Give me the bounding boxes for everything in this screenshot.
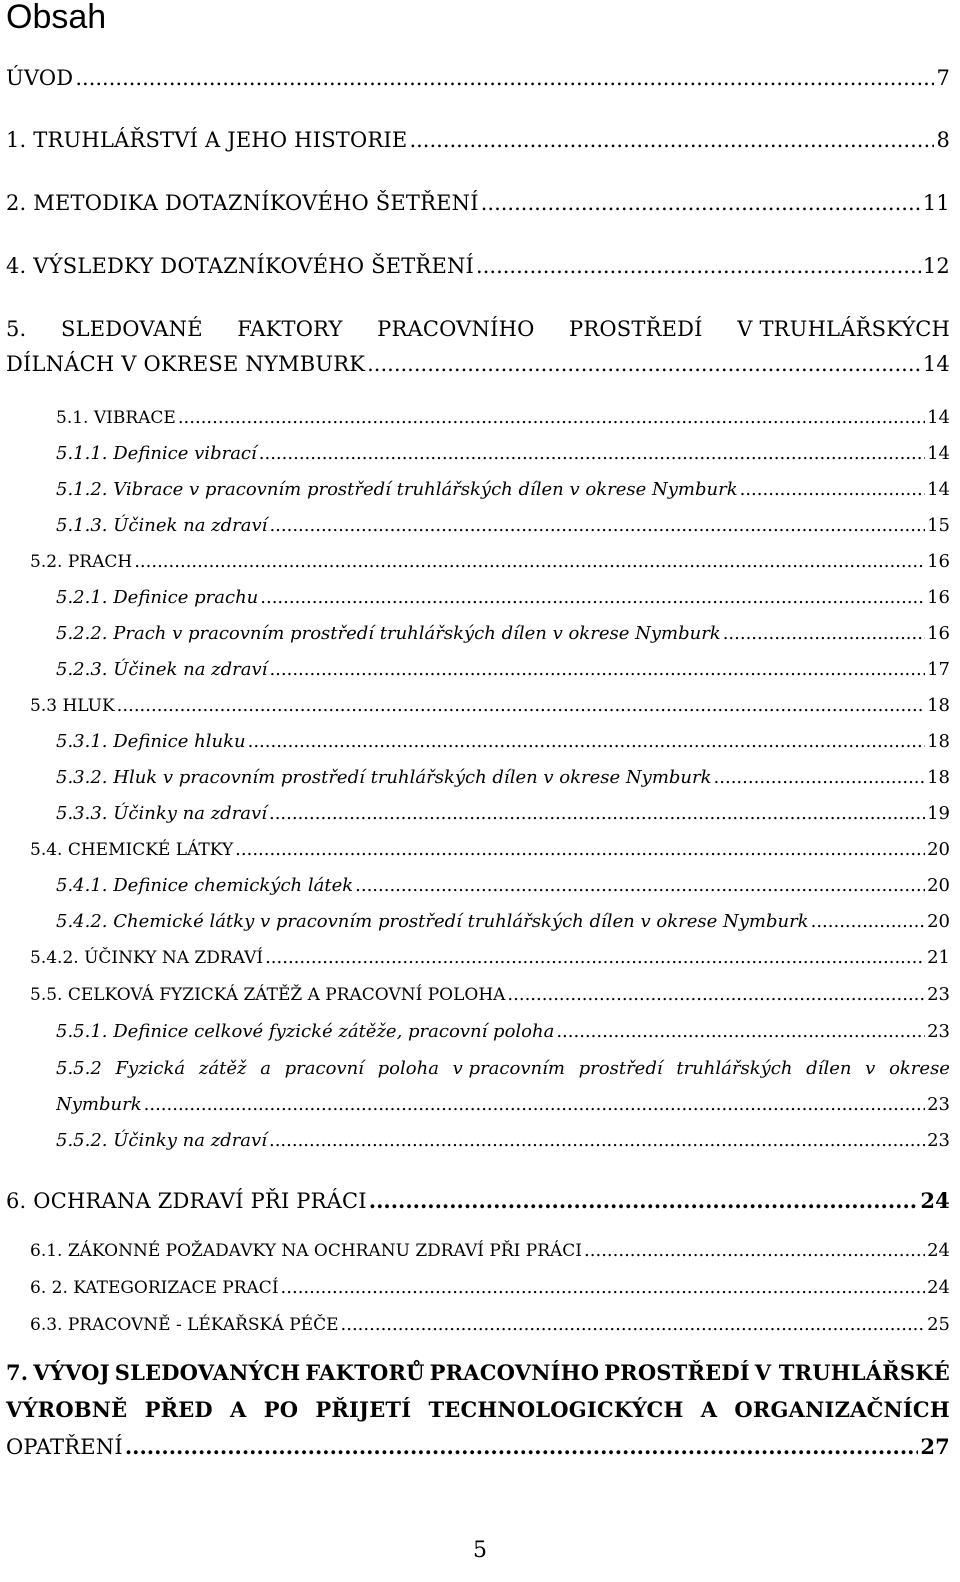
leader-dots [117,692,925,720]
toc-page: 12 [922,254,950,278]
toc-page: 20 [927,875,950,896]
toc-entry-chapter-5-line1[interactable] [6,315,950,343]
leader-dots [409,126,934,154]
toc-page: 15 [927,515,950,536]
toc-page: 14 [927,479,950,500]
toc-word: pracovní [284,1058,364,1079]
toc-word: V TRUHLÁŘSKÝCH [737,317,950,341]
toc-label: 5.3.1. Definice hluku [56,731,246,752]
toc-page: 23 [927,1094,950,1115]
toc-entry-5-5-2-ucinky[interactable] [56,1127,950,1155]
toc-page: 14 [927,407,950,428]
leader-dots [269,512,925,540]
leader-dots [269,800,925,828]
toc-label: 5.2.1. Definice prachu [56,587,259,608]
toc-word: 5. [6,317,27,341]
leader-dots [476,252,921,280]
toc-page: 24 [920,1188,950,1213]
toc-word: PŘIJETÍ [315,1397,412,1422]
toc-entry-uvod[interactable] [6,64,950,92]
toc-word: 5.5.2 [56,1058,102,1079]
toc-page: 21 [927,947,950,968]
toc-entry-5-2-1[interactable] [56,584,950,612]
leader-dots [248,728,926,756]
toc-label: 5.1.2. Vibrace v pracovním prostředí truhlářských dílen v okrese Nymburk [56,479,738,500]
leader-dots [269,656,925,684]
toc-label: 5.5. CELKOVÁ FYZICKÁ ZÁTĚŽ A PRACOVNÍ POLOHA [30,985,506,1005]
toc-label: 5.3.3. Účinky na zdraví [56,803,267,824]
toc-word: PŘED [144,1397,213,1422]
toc-entry-5-3-2[interactable] [56,764,950,792]
toc-word: prostředí [578,1058,663,1079]
toc-entry-5-2-3[interactable] [56,656,950,684]
toc-entry-5-3-3[interactable] [56,800,950,828]
leader-dots [714,764,926,792]
toc-word: PROSTŘEDÍ [569,317,703,341]
leader-dots [269,1127,925,1155]
toc-entry-5-5[interactable] [30,981,950,1009]
toc-label: 6.3. PRACOVNĚ - LÉKAŘSKÁ PÉČE [30,1315,339,1335]
toc-entry-chapter-5-line2[interactable] [6,350,950,378]
toc-label: 5.1. VIBRACE [56,408,176,428]
toc-page: 14 [927,443,950,464]
toc-entry-5-3[interactable] [30,692,950,720]
toc-entry-6-2[interactable] [30,1274,950,1302]
toc-entry-5-2[interactable] [30,548,950,576]
toc-page: 16 [927,623,950,644]
leader-dots [281,1274,926,1302]
toc-label: 5.4.2. Chemické látky v pracovním prostředí truhlářských dílen v okrese Nymburk [56,911,809,932]
toc-label: ÚVOD [6,66,74,90]
toc-label: 5.4.1. Definice chemických látek [56,875,354,896]
toc-entry-5-4-2-ucinky[interactable] [30,944,950,972]
toc-label: 2. METODIKA DOTAZNÍKOVÉHO ŠETŘENÍ [6,191,479,215]
leader-dots [125,1433,919,1461]
toc-word: truhlářských [676,1058,793,1079]
leader-dots [260,584,925,612]
leader-dots [134,548,925,576]
toc-entry-5-2-2[interactable] [56,620,950,648]
toc-label: 5.2.3. Účinek na zdraví [56,659,268,680]
toc-label: 5.5.1. Definice celkové fyzické zátěže, pracovní poloha [56,1021,555,1042]
toc-page: 24 [927,1277,950,1298]
leader-dots [265,944,925,972]
toc-entry-5-1-1[interactable] [56,440,950,468]
toc-word: SLEDOVANÝCH [114,1360,301,1385]
toc-label: Nymburk [56,1094,142,1115]
toc-word: VÝVOJ [33,1360,110,1385]
toc-word: A [700,1397,718,1422]
toc-page: 18 [927,731,950,752]
toc-page: 23 [927,984,950,1005]
toc-page: 14 [922,352,950,376]
toc-entry-5-5-2-line1[interactable] [56,1055,950,1083]
toc-label: 1. TRUHLÁŘSTVÍ A JEHO HISTORIE [6,128,408,152]
page-number: 5 [473,1538,487,1563]
toc-word: PROSTŘEDÍ [604,1360,750,1385]
toc-page: 23 [927,1130,950,1151]
toc-page: 23 [927,1021,950,1042]
leader-dots [507,981,925,1009]
toc-entry-chapter-2[interactable] [6,189,950,217]
toc-label: 5.4.2. ÚČINKY NA ZDRAVÍ [30,948,264,968]
toc-page: 19 [927,803,950,824]
toc-page: 27 [920,1434,950,1459]
toc-word: A [230,1397,247,1422]
toc-word: SLEDOVANÉ [60,317,203,341]
toc-label: 5.2. PRACH [30,552,133,572]
toc-entry-chapter-7-line3[interactable] [6,1433,950,1461]
toc-label: 5.3 HLUK [30,696,115,716]
toc-page: 17 [927,659,950,680]
toc-word: poloha [377,1058,439,1079]
toc-word: FAKTORY [237,317,343,341]
toc-page: 16 [927,551,950,572]
toc-word: dílen [806,1058,852,1079]
toc-word: zátěž [198,1058,247,1079]
toc-word: 7. [6,1360,29,1385]
toc-page: 11 [922,191,950,215]
toc-entry-5-4[interactable] [30,836,950,864]
leader-dots [811,908,926,936]
leader-dots [178,404,925,432]
toc-label: 6.1. ZÁKONNÉ POŽADAVKY NA OCHRANU ZDRAVÍ PŘI PRÁCI [30,1241,583,1261]
toc-label: 5.1.1. Definice vibrací [56,443,257,464]
leader-dots [75,64,934,92]
leader-dots [341,1311,926,1339]
toc-word: FAKTORŮ [305,1360,425,1385]
toc-page: 25 [927,1314,950,1335]
toc-word: okrese [889,1058,950,1079]
toc-label: OPATŘENÍ [6,1435,123,1459]
toc-entry-6-3[interactable] [30,1311,950,1339]
toc-word: PO [263,1397,299,1422]
toc-entry-5-1-3[interactable] [56,512,950,540]
leader-dots [481,189,921,217]
toc-label: 6. OCHRANA ZDRAVÍ PŘI PRÁCI [6,1189,367,1213]
toc-word: TECHNOLOGICKÝCH [428,1397,684,1422]
leader-dots [235,836,925,864]
toc-entry-6-1[interactable] [30,1237,950,1265]
toc-page: 20 [927,839,950,860]
leader-dots [723,620,925,648]
toc-page: 20 [927,911,950,932]
leader-dots [367,350,921,378]
toc-page: 8 [936,128,950,152]
toc-label: 5.1.3. Účinek na zdraví [56,515,268,536]
toc-label: 6. 2. KATEGORIZACE PRACÍ [30,1278,279,1298]
toc-label: 5.4. CHEMICKÉ LÁTKY [30,840,234,860]
toc-entry-chapter-1[interactable] [6,126,950,154]
toc-entry-chapter-4[interactable] [6,252,950,280]
leader-dots [144,1091,925,1119]
toc-word: ORGANIZAČNÍCH [734,1397,950,1422]
toc-word: Fyzická [115,1058,186,1079]
toc-page: 16 [927,587,950,608]
toc-word: v pracovním [452,1058,565,1079]
toc-entry-5-1-2[interactable] [56,476,950,504]
leader-dots [355,872,925,900]
toc-label: DÍLNÁCH V OKRESE NYMBURK [6,352,366,376]
toc-word: VÝROBNĚ [6,1397,128,1422]
toc-page: 24 [927,1240,950,1261]
page-title: Obsah [6,0,107,36]
toc-label: 5.2.2. Prach v pracovním prostředí truhlářských dílen v okrese Nymburk [56,623,721,644]
toc-page: 18 [927,767,950,788]
toc-entry-chapter-7-line2[interactable] [6,1396,950,1424]
leader-dots [740,476,925,504]
toc-entry-chapter-7-line1[interactable] [6,1359,950,1387]
leader-dots [556,1018,925,1046]
toc-word: a [260,1058,271,1079]
leader-dots [584,1237,925,1265]
toc-word: v [865,1058,876,1079]
leader-dots [369,1187,919,1215]
toc-entry-5-5-1[interactable] [56,1018,950,1046]
toc-entry-chapter-6[interactable] [6,1187,950,1215]
toc-label: 4. VÝSLEDKY DOTAZNÍKOVÉHO ŠETŘENÍ [6,254,475,278]
toc-entry-5-3-1[interactable] [56,728,950,756]
toc-entry-5-5-2-line2[interactable] [56,1091,950,1119]
toc-word: PRACOVNÍHO [429,1360,600,1385]
toc-label: 5.5.2. Účinky na zdraví [56,1130,267,1151]
toc-word: PRACOVNÍHO [377,317,535,341]
toc-page: 18 [927,695,950,716]
toc-label: 5.3.2. Hluk v pracovním prostředí truhlářských dílen v okrese Nymburk [56,767,712,788]
toc-entry-5-4-2[interactable] [56,908,950,936]
toc-page: 7 [936,66,950,90]
leader-dots [259,440,925,468]
toc-entry-5-4-1[interactable] [56,872,950,900]
toc-entry-5-1[interactable] [56,404,950,432]
toc-word: V TRUHLÁŘSKÉ [754,1360,950,1385]
